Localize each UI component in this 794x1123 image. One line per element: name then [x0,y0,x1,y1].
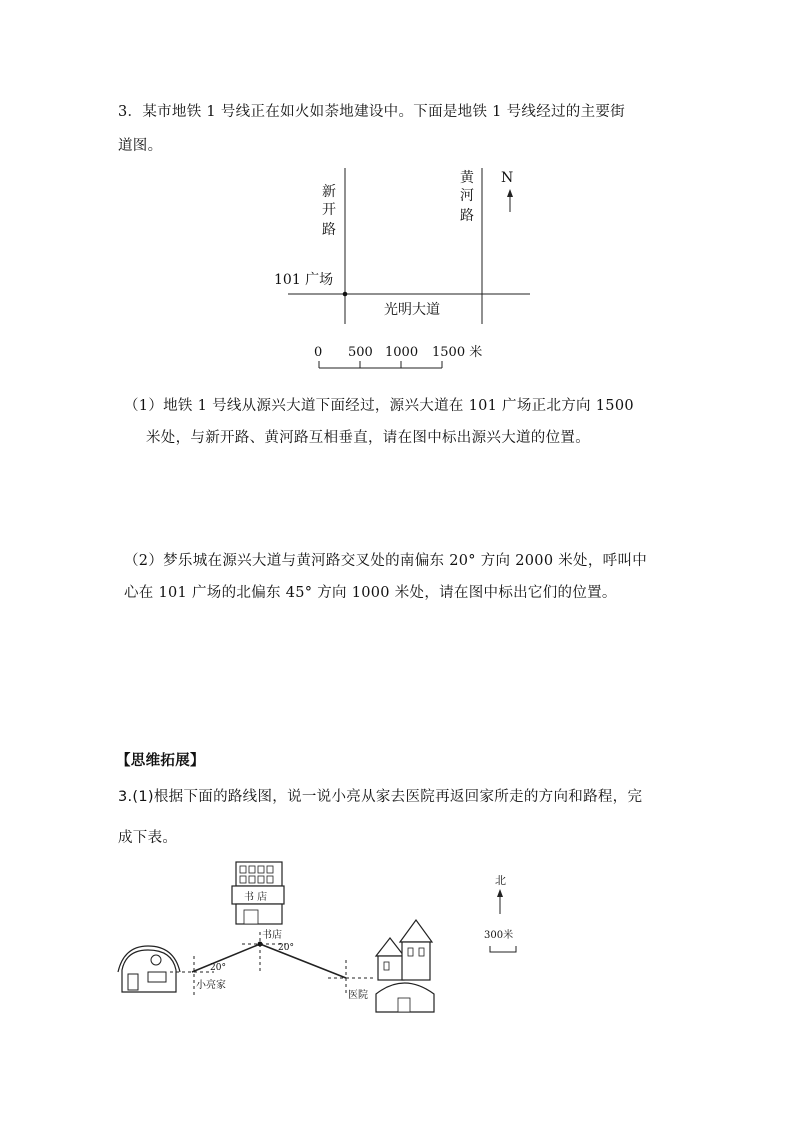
part-2-line-2: 心在 101 广场的北偏东 45° 方向 1000 米处，请在图中标出它们的位置。 [124,585,617,601]
scale-bar [312,358,452,372]
home-house-icon [118,946,180,992]
hospital-label: 医院 [348,990,368,1001]
street-map [260,164,560,364]
scale-label-1500: 1500 米 [432,345,483,360]
part-1-line-2: 米处，与新开路、黄河路互相垂直，请在图中标出源兴大道的位置。 [146,430,590,446]
route-scale-bar [490,946,516,952]
huanghe-road-char-2: 河 [460,188,474,204]
bookstore-label: 书店 [262,930,282,941]
north-label: N [501,170,514,186]
xinkai-road-char-3: 路 [322,222,336,238]
huanghe-road-char-1: 黄 [460,170,474,186]
xinkai-road-char-1: 新 [322,184,336,200]
north-label-cn: 北 [495,874,506,887]
north-arrow-icon [507,189,513,197]
extension-line-2: 成下表。 [118,830,178,846]
bookstore-angle-label: 20° [278,943,294,953]
scale-label-0: 0 [314,345,323,360]
xinkai-road-char-2: 开 [322,202,336,218]
huanghe-road-char-3: 路 [460,208,474,224]
bookstore-sign: 书 店 [244,892,268,903]
part-2-line-1: （2）梦乐城在源兴大道与黄河路交叉处的南偏东 20° 方向 2000 米处，呼叫中 [124,553,648,569]
scale-label-500: 500 [348,345,373,360]
home-label: 小亮家 [196,980,226,991]
hospital-building-icon [376,920,434,1012]
question-3-line-1: 3．某市地铁 1 号线正在如火如荼地建设中。下面是地铁 1 号线经过的主要街 [118,104,626,120]
route-map [114,852,534,1022]
guangming-avenue-label: 光明大道 [384,302,440,318]
route-scale-label: 300米 [484,930,514,941]
plaza-101-label: 101 广场 [274,272,334,288]
scale-label-1000: 1000 [385,345,419,360]
part-1-line-1: （1）地铁 1 号线从源兴大道下面经过，源兴大道在 101 广场正北方向 1500 [124,398,634,414]
extension-line-1: 3.(1)根据下面的路线图，说一说小亮从家去医院再返回家所走的方向和路程，完 [118,789,643,805]
home-angle-label: 20° [210,963,226,973]
question-3-line-2: 道图。 [118,138,163,154]
plaza-101-point [343,292,348,297]
bookstore-building-icon [232,862,284,924]
extension-heading: 【思维拓展】 [116,753,205,769]
route-north-arrow-icon [497,889,503,897]
